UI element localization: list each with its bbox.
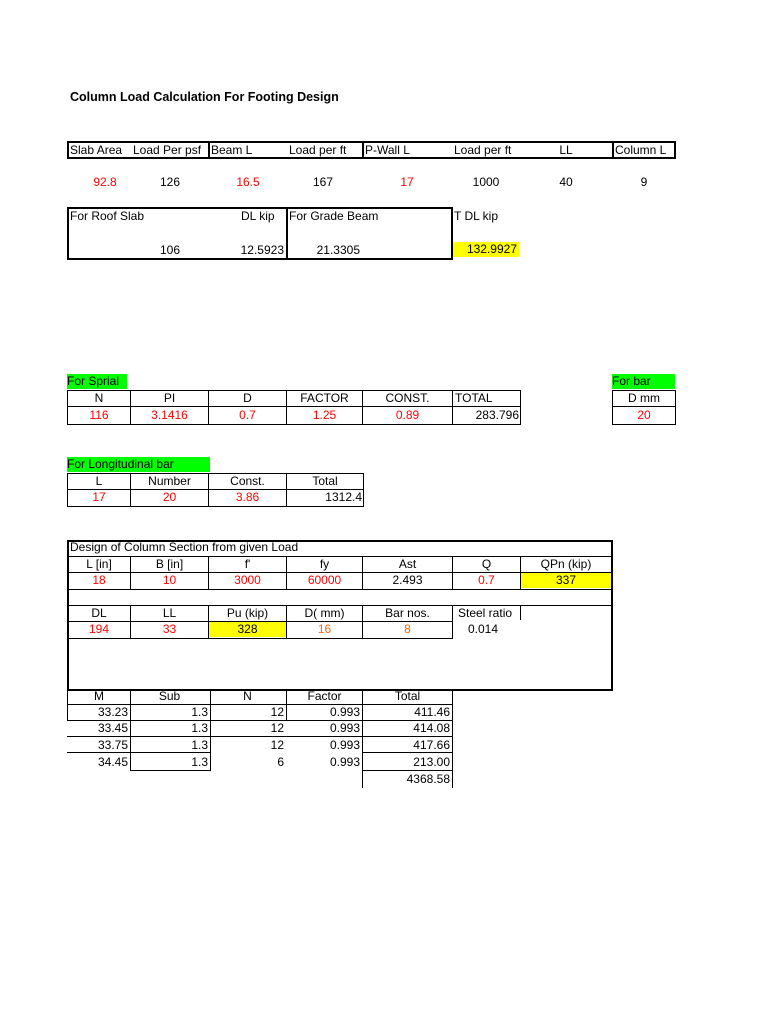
design-header-qpn: QPn (kip): [540, 557, 592, 571]
m-row2-m: 33.45: [97, 721, 128, 735]
load-value-load-per-ft-2: 1000: [472, 175, 500, 189]
design-header-q: Q: [481, 557, 492, 571]
t-dl-kip-label: T DL kip: [454, 209, 499, 223]
t-dl-kip-value: 132.9927: [453, 242, 519, 257]
load-value-beam-l: 16.5: [236, 175, 260, 189]
design-header-bar-nos: Bar nos.: [385, 606, 430, 620]
spiral-header-total: TOTAL: [455, 391, 493, 405]
load-header-slab-area: Slab Area: [70, 143, 123, 157]
grade-beam-label: For Grade Beam: [289, 209, 379, 223]
for-bar-value: 20: [637, 408, 651, 422]
long-header-const: Const.: [230, 474, 265, 488]
for-bar-header: D mm: [628, 391, 660, 405]
roof-value-1: 106: [159, 243, 180, 257]
load-value-column-l: 9: [640, 175, 648, 189]
roof-value-3: 21.3305: [316, 243, 360, 257]
design-value-fy: 60000: [307, 573, 342, 587]
load-header-pwall-l: P-Wall L: [365, 143, 410, 157]
load-value-pwall-l: 17: [400, 175, 414, 189]
long-header-total: Total: [312, 474, 338, 488]
design-value-fc: 3000: [234, 573, 261, 587]
dl-kip-label: DL kip: [241, 209, 275, 223]
design-title: Design of Column Section from given Load: [70, 540, 299, 554]
spiral-header-factor: FACTOR: [300, 391, 349, 405]
m-header-sub: Sub: [158, 689, 181, 703]
m-row1-m: 33.23: [97, 705, 128, 719]
spiral-header-const: CONST.: [385, 391, 430, 405]
design-header-fy: fy: [319, 557, 330, 571]
long-value-l: 17: [92, 490, 106, 504]
long-value-number: 20: [162, 490, 177, 504]
design-value-steel-ratio: 0.014: [468, 622, 499, 636]
design-header-d-mm: D( mm): [304, 606, 345, 620]
load-header-ll: LL: [559, 143, 573, 157]
for-bar-label: For bar: [612, 374, 675, 389]
spiral-value-const: 0.89: [395, 408, 420, 422]
page-title: Column Load Calculation For Footing Design: [70, 90, 339, 104]
m-header-factor: Factor: [307, 689, 342, 703]
spiral-value-d: 0.7: [239, 408, 256, 422]
design-header-steel-ratio: Steel ratio: [458, 606, 513, 620]
roof-slab-label: For Roof Slab: [70, 209, 145, 223]
design-header-pu: Pu (kip): [226, 606, 269, 620]
m-header-total: Total: [394, 689, 421, 703]
long-value-const: 3.86: [235, 490, 260, 504]
design-header-ll: LL: [162, 606, 177, 620]
m-row3-n: 12: [270, 738, 284, 752]
m-row4-m: 34.45: [97, 755, 128, 769]
m-row1-sub: 1.3: [191, 705, 208, 719]
design-value-ll: 33: [162, 622, 177, 636]
m-row3-total: 417.66: [413, 738, 450, 752]
m-row4-factor: 0.993: [329, 755, 360, 769]
load-value-load-per-psf: 126: [159, 175, 181, 189]
longitudinal-label: For Longitudinal bar: [67, 457, 210, 472]
design-value-l: 18: [92, 573, 106, 587]
design-header-dl: DL: [91, 606, 107, 620]
m-row2-factor: 0.993: [329, 721, 360, 735]
m-row1-total: 411.46: [414, 705, 450, 719]
load-header-column-l: Column L: [615, 143, 667, 157]
long-value-total: 1312.4: [325, 490, 362, 504]
load-value-ll: 40: [559, 175, 573, 189]
m-row3-sub: 1.3: [191, 738, 208, 752]
m-row2-sub: 1.3: [191, 721, 208, 735]
spiral-value-factor: 1.25: [312, 408, 337, 422]
m-row3-m: 33.75: [97, 738, 128, 752]
m-grand-total: 4368.58: [406, 772, 450, 786]
design-header-ast: Ast: [398, 557, 417, 571]
m-row1-n: 12: [270, 705, 284, 719]
design-header-fc: f': [244, 557, 251, 571]
load-header-beam-l: Beam L: [211, 143, 253, 157]
design-value-pu: 328: [209, 622, 286, 637]
design-value-dl: 194: [88, 622, 110, 636]
m-row2-n: 12: [270, 721, 284, 735]
load-header-load-per-psf: Load Per psf: [133, 143, 202, 157]
spiral-value-n: 116: [89, 408, 109, 422]
spiral-header-pi: PI: [163, 391, 176, 405]
design-value-d-mm: 16: [317, 622, 332, 636]
spiral-value-total: 283.796: [475, 408, 519, 422]
spiral-header-n: N: [94, 391, 104, 405]
roof-value-2: 12.5923: [240, 243, 284, 257]
load-value-slab-area: 92.8: [93, 175, 117, 189]
design-value-b: 10: [162, 573, 177, 587]
design-value-qpn: 337: [521, 573, 611, 588]
load-header-load-per-ft-2: Load per ft: [454, 143, 512, 157]
load-header-load-per-ft: Load per ft: [289, 143, 347, 157]
design-value-q: 0.7: [478, 573, 495, 587]
m-header-m: M: [94, 689, 104, 703]
design-value-ast: 2.493: [392, 573, 423, 587]
m-row4-sub: 1.3: [191, 755, 208, 769]
spiral-label: For Sprial: [67, 374, 127, 389]
long-header-number: Number: [148, 474, 191, 488]
design-header-b: B [in]: [155, 557, 184, 571]
spiral-header-d: D: [243, 391, 252, 405]
m-row4-total: 213.00: [413, 755, 450, 769]
long-header-l: L: [95, 474, 103, 488]
m-row4-n: 6: [277, 755, 284, 769]
m-header-n: N: [243, 689, 252, 703]
design-header-l: L [in]: [86, 557, 112, 571]
load-value-load-per-ft: 167: [312, 175, 334, 189]
m-row2-total: 414.08: [413, 721, 450, 735]
m-row1-factor: 0.993: [329, 705, 360, 719]
design-value-bar-nos: 8: [404, 622, 411, 636]
spiral-value-pi: 3.1416: [151, 408, 188, 422]
m-row3-factor: 0.993: [329, 738, 360, 752]
